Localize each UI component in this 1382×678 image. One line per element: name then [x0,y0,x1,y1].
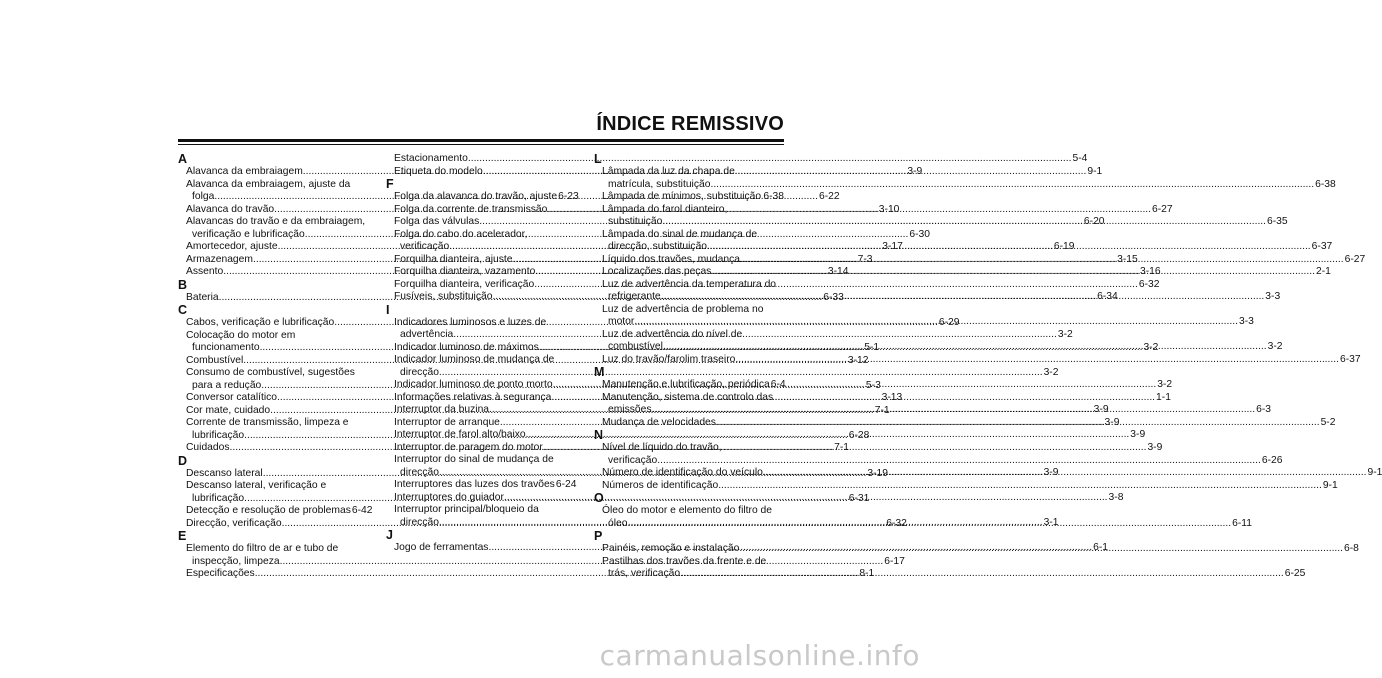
entry-term-continued: advertência [400,329,454,340]
entry-term: Interruptor da buzina [394,404,490,415]
dot-leader [280,556,884,569]
entry-term: Alavanca da embraiagem, ajuste da [186,178,351,190]
entry-term: Indicador luminoso de máximos [394,341,539,353]
entry-term-continued: direcção [400,466,439,478]
page-number: 6-42 [351,505,373,516]
entry-term-continued: lubrificação [192,429,245,441]
entry-term-continued: direcção [400,516,439,528]
entry-term: Painéis, remoção e instalação [602,543,740,554]
entry-term: Cabos, verificação e lubrificação [186,317,335,328]
entry-term-continued: refrigerante [608,291,661,302]
page-number: 6-1 [1093,542,1108,553]
entry-term-continued: substituição [608,216,663,227]
entry-term-continued: funcionamento [192,342,260,353]
entry-term-continued: trás, verificação [608,568,681,579]
page-number: 9-1 [1367,467,1382,478]
entry-term: Números de identificação [602,479,719,491]
entry-term-continued: matrícula, substituição [608,178,711,190]
page-number: 5-3 [865,379,881,391]
page-number: 7-3 [857,253,873,265]
page-number: 6-38 [1315,178,1336,190]
entry-term: Lâmpada do sinal de mudança de [602,228,758,240]
entry-term: Lâmpada da luz da chapa de [602,166,735,177]
index-letter-heading: O [594,491,604,505]
dot-leader [680,568,1284,581]
page-number: 6-34 [1097,291,1118,302]
entry-term: Cor mate, cuidado [186,404,271,416]
entry-term: Localizações das peças [602,266,712,277]
page-number: 6-32 [886,517,907,529]
entry-term: Direcção, verificação [186,517,282,529]
entry-term: Jogo de ferramentas [394,542,489,553]
page-number: 6-28 [848,429,870,441]
dot-leader [634,316,1238,329]
dot-leader [740,254,1344,267]
index-letter-heading: F [386,177,394,191]
entry-term: Colocação do motor em [186,329,296,341]
page-number: 3-17 [882,241,903,252]
entry-term-continued: folga [192,191,215,202]
page-number: 6-17 [884,555,905,567]
entry-term: Luz de advertência do nível de [602,328,743,340]
page-number: 6-35 [1267,216,1288,227]
page-number: 3-14 [827,266,849,277]
entry-term: Folga da alavanca do travão, ajuste [394,191,558,202]
page-number: 6-8 [1344,543,1359,554]
entry-line [386,479,577,492]
dot-leader [763,467,1367,480]
entry-term: Luz de advertência da temperatura do [602,278,777,290]
entry-term-continued: lubrificação [192,492,245,504]
entry-term: Interruptores das luzes dos travões [394,479,555,490]
dot-leader [716,417,1320,430]
entry-term: Óleo do motor e elemento do filtro de [602,505,772,516]
entry-term: Bateria [186,291,219,303]
entry-term: Descanso lateral, verificação e [186,480,327,491]
page-number: 6-31 [848,492,870,504]
page-number: 3-9 [1093,404,1109,415]
dot-leader [652,404,1256,417]
page-number: 3-19 [867,467,888,479]
index-entry [594,479,1338,493]
page-number: 3-15 [1117,253,1138,265]
entry-term: Interruptores do guiador [394,491,504,503]
entry-term: Folga do cabo do acelerador, [394,228,528,240]
entry-term: Fusíveis, substituição [394,291,493,302]
page-number: 3-9 [1043,466,1059,478]
index-letter-heading: E [178,529,187,543]
page-number: 6-38 [763,191,784,202]
page-number: 7-1 [874,404,890,416]
page-number: 6-37 [1340,353,1361,365]
page-number: 9-1 [1322,479,1338,491]
dot-leader [627,518,1231,531]
dot-leader [735,354,1339,367]
entry-term: Interruptor principal/bloqueio da [394,504,539,515]
dot-leader [483,166,1087,179]
page-number: 5-1 [864,342,880,353]
entry-term: Indicador luminoso de ponto morto [394,379,553,390]
entry-term: Forquilha dianteira, vazamento [394,266,536,277]
index-letter-heading: L [594,152,602,166]
page-title: ÍNDICE REMISSIVO [596,113,784,135]
entry-line [594,191,784,204]
watermark: carmanualsonline.info [599,639,920,672]
entry-term: Interruptor de farol alto/baixo [394,429,526,440]
page-number: 6-29 [938,317,960,328]
entry-term: Mudança de velocidades [602,416,716,428]
entry-term: Alavancas do travão e da embraiagem, [186,216,366,227]
page-number: 6-32 [1138,278,1160,290]
index-letter-heading: A [178,152,188,166]
entry-term-continued: para a redução [192,379,262,391]
index-letter-heading: C [178,303,188,317]
entry-term: Indicadores luminosos e luzes de [394,316,547,328]
entry-term: Indicador luminoso de mudança de [394,354,555,365]
entry-term: Armazenagem [186,253,253,265]
page-number: 6-27 [1344,253,1366,265]
page-number: 3-2 [1267,341,1283,352]
entry-term-continued: verificação e lubrificação [192,228,305,240]
entry-term: Descanso lateral [186,467,263,479]
page-number: 3-2 [1143,341,1159,353]
page-number: 3-1 [1043,516,1059,528]
page-number: 6-22 [818,191,840,202]
page-number: 6-23 [558,191,579,202]
entry-term: Lâmpada de mínimos, substituição [602,191,762,202]
page-number: 6-27 [1152,203,1173,215]
index-entry [386,479,577,492]
index-letter-heading: P [594,529,603,543]
entry-term: Elemento do filtro de ar e tubo de [186,543,339,554]
page-number: 6-37 [1311,241,1333,252]
entry-line [178,505,373,518]
entry-term: Pastilhas dos travões da frente e de [602,555,767,567]
index-letter-heading: N [594,428,604,442]
entry-term: Número de identificação do veículo [602,467,763,478]
entry-term: Manutenção, sistema de controlo das [602,391,774,403]
entry-line [386,153,1088,166]
entry-term: Forquilha dianteira, verificação [394,278,535,290]
entry-term: Alavanca da embraiagem [186,166,303,177]
entry-term-continued: direcção, substituição [608,241,708,252]
page-number: 6-4 [770,379,786,390]
index-letter-heading: I [386,302,390,317]
entry-line [594,379,784,392]
index-letter-heading: D [178,453,188,468]
dot-leader [657,455,1261,468]
entry-term-continued: inspecção, limpeza [192,555,280,567]
entry-term: Folga das válvulas [394,216,480,227]
page-number: 6-25 [1284,568,1306,579]
page-number: 3-16 [1140,266,1161,277]
page-number: 3-2 [1157,379,1173,390]
page-number: 7-1 [834,442,850,453]
header-rule-thin [178,144,784,145]
index-entry [386,153,1088,166]
dot-leader [711,266,1315,279]
page-number: 3-2 [1057,329,1073,340]
entry-term: Estacionamento [394,153,468,164]
page-number: 5-4 [1072,153,1088,164]
entry-term: Líquido dos travões, mudança [602,253,740,265]
page-number: 3-3 [1238,316,1254,327]
index-entry [386,191,579,204]
dot-leader [707,241,1311,254]
page-number: 3-12 [847,354,869,366]
entry-term-continued: verificação [400,241,450,252]
page-number: 1-1 [1156,391,1171,403]
page-number: 3-9 [1147,441,1163,453]
entry-term: Etiqueta do modelo [394,165,483,177]
page-number: 8-1 [859,568,875,579]
entry-line [594,454,1283,468]
page-number: 6-3 [1256,404,1272,415]
entry-term: Lâmpada do farol dianteiro, [602,203,728,215]
entry-term: Luz de advertência de problema no [602,303,764,315]
page-number: 3-9 [1104,416,1120,428]
page-number: 6-24 [555,479,577,490]
page-number: 3-8 [1108,491,1124,503]
index-entry [178,505,373,518]
entry-term: Interruptor do sinal de mudança de [394,454,554,465]
index-letter-heading: J [386,528,393,542]
dot-leader [663,341,1267,354]
dot-leader [710,179,1314,192]
entry-term-continued: emissões [608,404,652,415]
entry-term: Luz do travão/farolim traseiro [602,353,736,365]
index-letter-heading: M [594,365,605,379]
page-number: 9-1 [1087,165,1103,177]
entry-term-continued: direcção [400,366,439,378]
entry-term: Detecção e resolução de problemas [186,505,351,516]
index-letter-heading: B [178,277,188,292]
entry-term: Interruptor de arranque [394,416,500,428]
page-number: 6-11 [1232,517,1252,529]
page-number: 6-26 [1261,454,1283,466]
entry-term: Combustível [186,354,244,366]
page-number: 3-9 [1130,429,1146,440]
page-number: 3-3 [1265,291,1281,302]
page-number: 6-20 [1083,216,1105,227]
entry-term-continued: verificação [608,454,658,466]
dot-leader [739,543,1343,556]
page-number: 6-19 [1053,241,1075,252]
entry-term: Assento [186,266,224,277]
page-number: 3-9 [907,166,923,177]
page-number: 5-2 [1320,416,1336,428]
entry-term: Informações relativas à segurança [394,391,552,403]
entry-term: Corrente de transmissão, limpeza e [186,417,349,428]
page-number: 6-30 [909,228,930,240]
entry-term: Cuidados [186,442,230,453]
dot-leader [661,291,1265,304]
page-number: 3-13 [881,392,903,403]
index-entry [594,191,784,204]
entry-term: Consumo de combustível, sugestões [186,367,355,378]
entry-line [594,178,1336,192]
page-number: 3-10 [878,203,900,215]
entry-term-continued: combustível [608,341,663,352]
entry-term: Interruptor de paragem do motor [394,441,543,453]
header-rule-thick [178,139,784,142]
entry-line [386,366,1059,380]
entry-term: Nível de líquido do travão, [602,442,722,453]
entry-term: Forquilha dianteira, ajuste [394,253,513,265]
entry-term: Conversor catalítico [186,392,277,403]
page-number: 6-33 [823,291,844,303]
entry-line [594,479,1338,493]
entry-term-continued: óleo [608,517,628,529]
entry-term: Folga da corrente de transmissão [394,203,548,215]
page-number: 2-1 [1315,266,1331,277]
entry-line [386,191,579,204]
entry-term-continued: motor [608,316,635,327]
entry-term: Amortecedor, ajuste [186,241,278,252]
entry-term: Alavanca do travão [186,203,275,215]
dot-leader [718,480,1322,493]
entry-term: Especificações [186,568,255,579]
index-entry [594,379,784,392]
dot-leader [662,216,1266,229]
page-number: 3-2 [1043,366,1059,378]
entry-term: Manutenção e lubrificação, periódica [602,379,770,390]
